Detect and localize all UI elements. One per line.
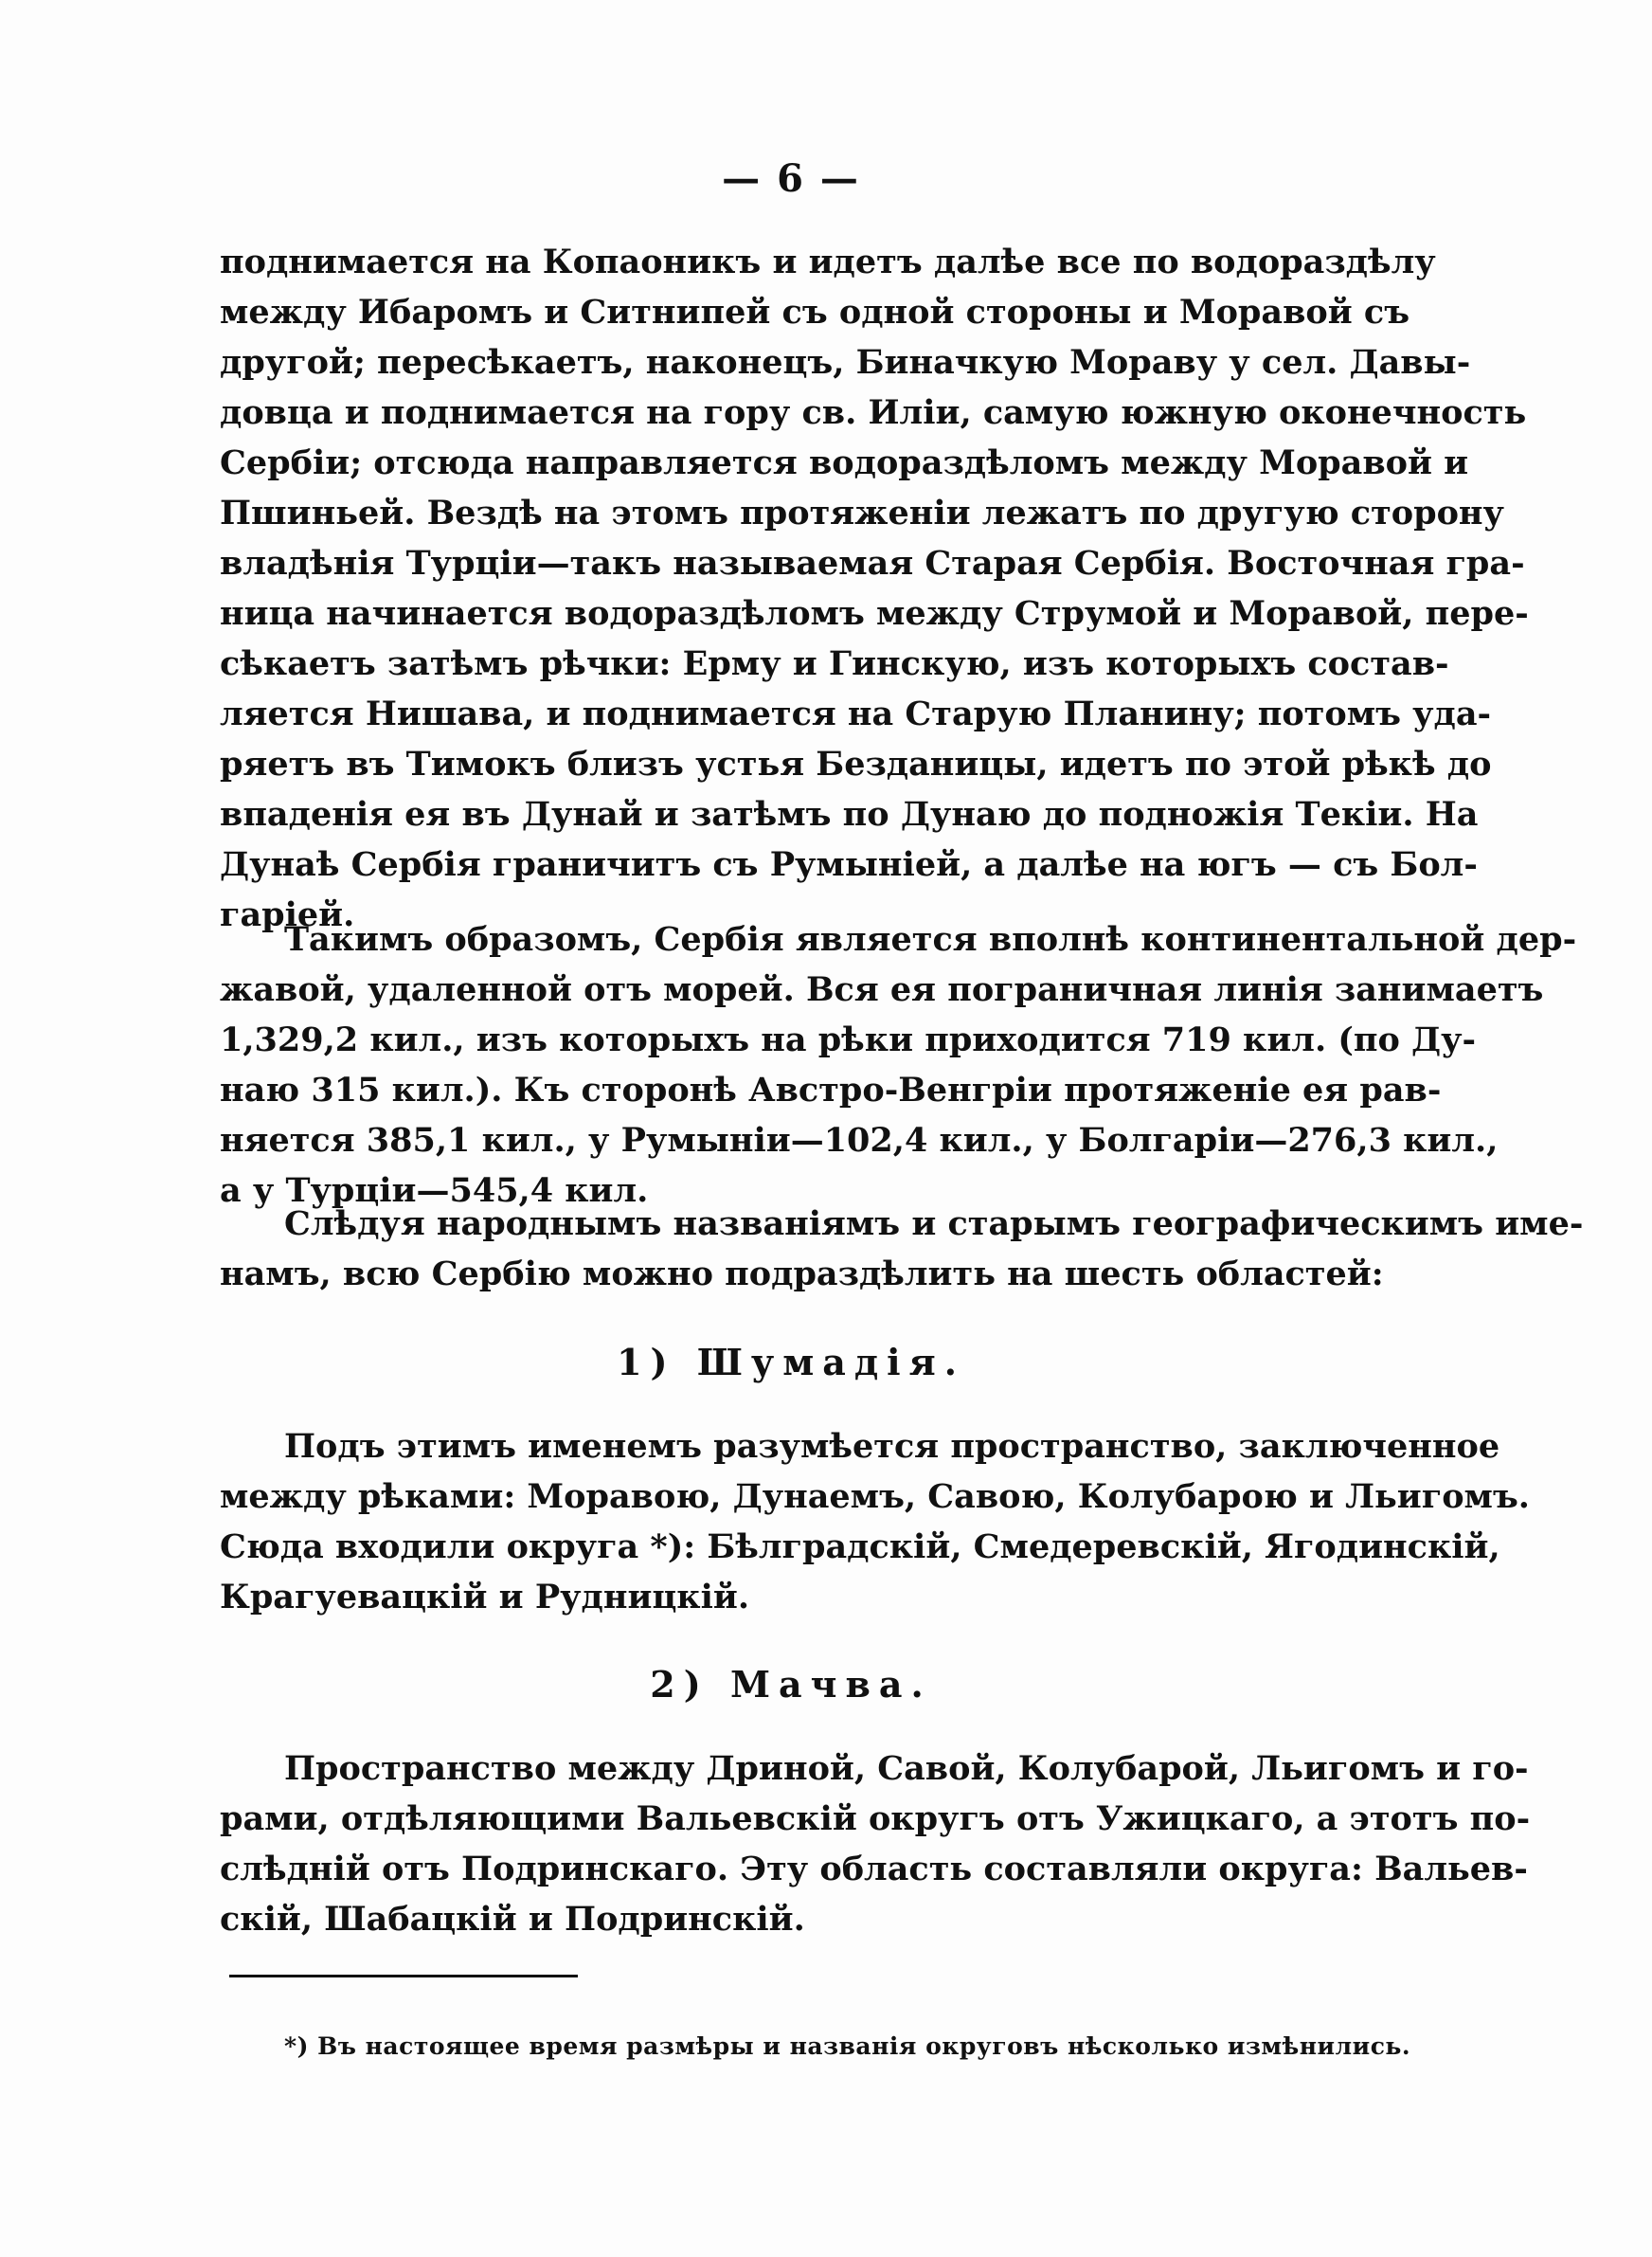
footnote: *) Въ настоящее время размѣры и названія округовъ нѣсколько измѣнились.	[284, 2032, 1411, 2060]
paragraph-3	[220, 1199, 1584, 1299]
text-line: скій, Шабацкій и Подринскій.	[220, 1900, 805, 1939]
text-line: наю 315 кил.). Къ сторонѣ Австро-Венгріи протяженіе ея рав-	[220, 1071, 1442, 1110]
text-line: няется 385,1 кил., у Румыніи—102,4 кил., у Болгаріи—276,3 кил.,	[220, 1121, 1499, 1160]
text-line: поднимается на Копаоникъ и идетъ далѣе все по водораздѣлу	[220, 243, 1436, 281]
text-line: ряетъ въ Тимокъ близъ устья Безданицы, идетъ по этой рѣкѣ до	[220, 745, 1492, 784]
text-line: жавой, удаленной отъ морей. Вся ея пограничная линія занимаетъ	[220, 970, 1544, 1009]
text-line: Подъ этимъ именемъ разумѣется пространство, заключенное	[284, 1427, 1500, 1466]
page-number: — 6 —	[722, 156, 860, 201]
text-line: довца и поднимается на гору св. Иліи, самую южную оконечность	[220, 393, 1527, 432]
paragraph-4	[220, 1421, 1530, 1622]
text-line: другой; пересѣкаетъ, наконецъ, Биначкую Мораву у сел. Давы-	[220, 343, 1471, 382]
text-line: ница начинается водораздѣломъ между Струмой и Моравой, пере-	[220, 594, 1529, 633]
text-line: Сюда входили округа *): Бѣлградскій, Смедеревскій, Ягодинскій,	[220, 1527, 1500, 1566]
paragraph-5	[220, 1743, 1531, 1944]
text-line: между Ибаромъ и Ситнипей съ одной стороны и Моравой съ	[220, 293, 1410, 332]
paragraph-2	[220, 914, 1577, 1216]
text-line: Крагуевацкій и Рудницкій.	[220, 1578, 750, 1616]
text-line: Пшиньей. Вездѣ на этомъ протяженіи лежатъ по другую сторону	[220, 494, 1504, 533]
paragraph-1	[220, 237, 1529, 940]
text-line: Дунаѣ Сербія граничитъ съ Румыніей, а далѣе на югъ — съ Бол-	[220, 845, 1478, 884]
text-line: впаденія ея въ Дунай и затѣмъ по Дунаю до подножія Текіи. На	[220, 795, 1479, 834]
text-line: Пространство между Дриной, Савой, Колубарой, Льигомъ и го-	[284, 1749, 1529, 1788]
text-line: намъ, всю Сербію можно подраздѣлить на шесть областей:	[220, 1255, 1384, 1293]
text-line: Такимъ образомъ, Сербія является вполнѣ континентальной дер-	[284, 920, 1577, 959]
section-heading-machva: 2) Мачва.	[650, 1663, 932, 1706]
text-line: сѣкаетъ затѣмъ рѣчки: Ерму и Гинскую, изъ которыхъ состав-	[220, 644, 1449, 683]
text-line: ляется Нишава, и поднимается на Старую Планину; потомъ уда-	[220, 695, 1492, 733]
text-line: гаріей.	[220, 895, 355, 934]
section-heading-shumadia: 1) Шумадія.	[617, 1341, 965, 1383]
text-line: Сербіи; отсюда направляется водораздѣломъ между Моравой и	[220, 443, 1469, 482]
text-line: а у Турціи—545,4 кил.	[220, 1171, 649, 1210]
text-line: рами, отдѣляющими Вальевскій округъ отъ Ужицкаго, а этотъ по-	[220, 1799, 1531, 1838]
text-line: Слѣдуя народнымъ названіямъ и старымъ географическимъ име-	[284, 1204, 1584, 1243]
footnote-divider	[229, 1975, 578, 1977]
text-line: владѣнія Турціи—такъ называемая Старая Сербія. Восточная гра-	[220, 544, 1525, 583]
text-line: между рѣками: Моравою, Дунаемъ, Савою, Колубарою и Льигомъ.	[220, 1477, 1530, 1516]
text-line: 1,329,2 кил., изъ которыхъ на рѣки приходится 719 кил. (по Ду-	[220, 1020, 1477, 1059]
text-line: слѣдній отъ Подринскаго. Эту область составляли округа: Вальев-	[220, 1850, 1528, 1888]
